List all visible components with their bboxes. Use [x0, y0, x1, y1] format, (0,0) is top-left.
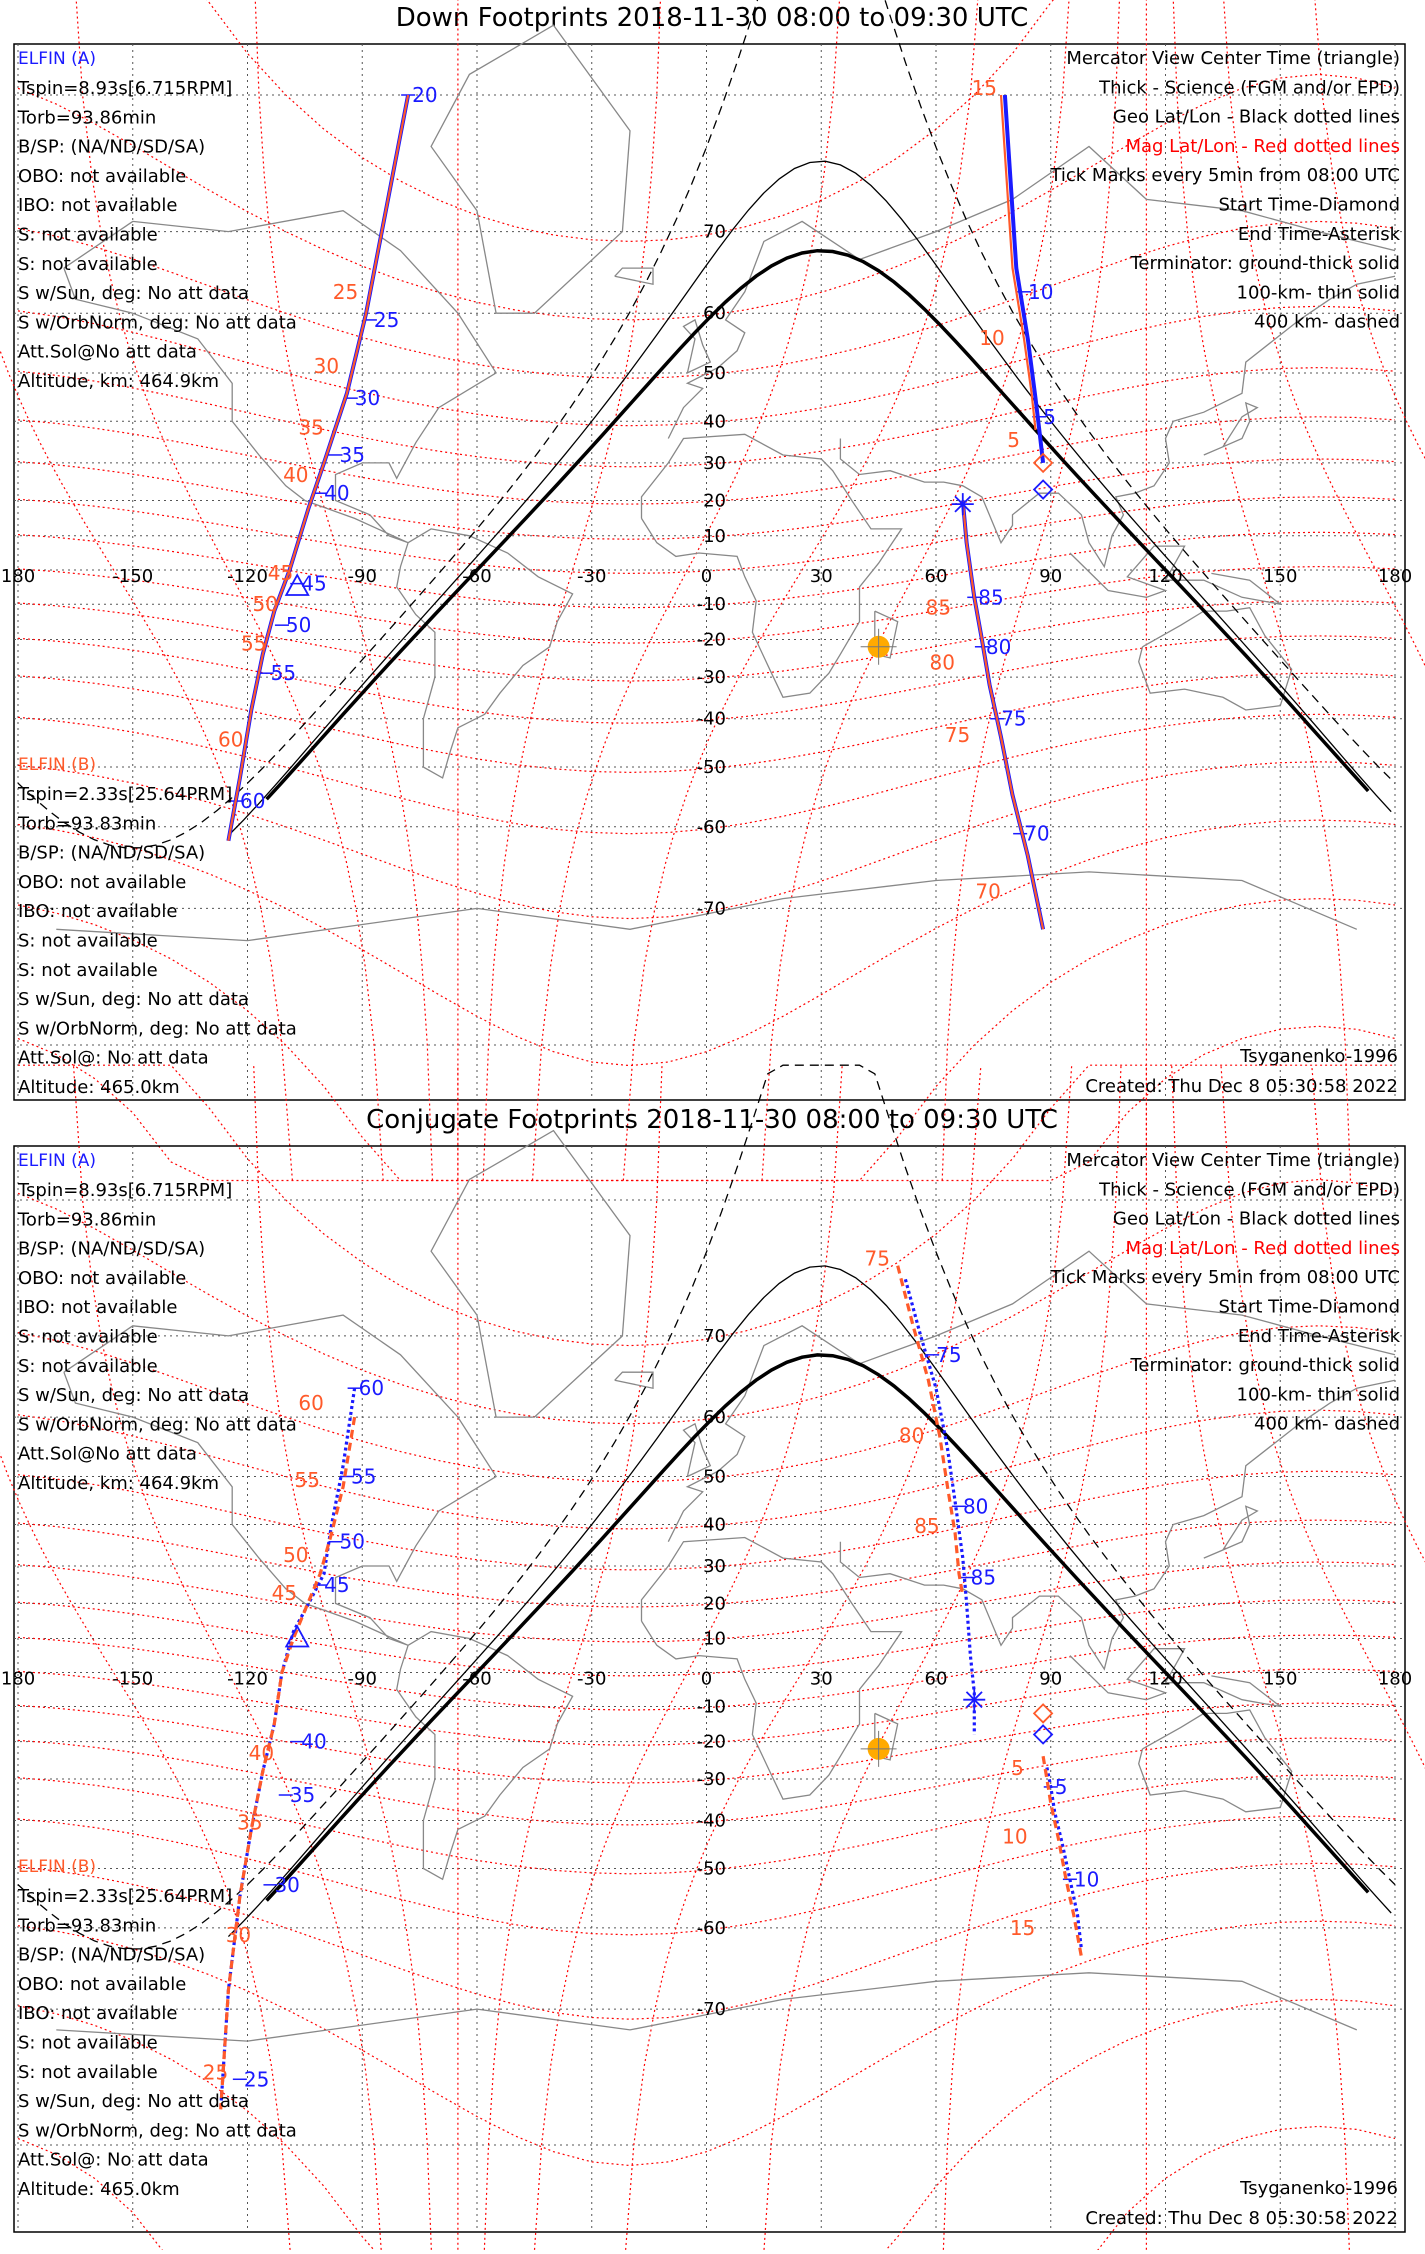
elfin-b-tick-label: 80	[898, 1423, 925, 1448]
lon-tick-label: -90	[347, 1668, 377, 1690]
elfin-a-tick-label: 80	[962, 1494, 989, 1519]
elfin-a-heading: ELFIN (A)	[18, 49, 97, 69]
elfin-a-tick-label: 45	[301, 571, 327, 596]
elfin-b-tick-label: 85	[914, 1514, 940, 1539]
elfin-a-info-line: Att.Sol@No att data	[18, 341, 197, 363]
lon-tick-label: -120	[227, 566, 268, 587]
legend-line: Start Time-Diamond	[1218, 1296, 1400, 1318]
elfin-b-info-line: B/SP: (NA/ND/SD/SA)	[18, 1944, 206, 1966]
elfin-a-tick-label: 50	[285, 613, 312, 638]
elfin-b-tick-label: 55	[294, 1467, 320, 1492]
legend-line: 400 km- dashed	[1254, 1413, 1400, 1435]
elfin-b-info-line: S: not available	[18, 2061, 158, 2083]
elfin-b-info-line: OBO: not available	[18, 871, 187, 893]
created-timestamp: Created: Thu Dec 8 05:30:58 2022	[1085, 2208, 1398, 2229]
elfin-b-info-line: S w/OrbNorm, deg: No att data	[18, 1018, 297, 1040]
elfin-b-tick-label: 80	[929, 650, 955, 675]
lon-tick-label: -90	[347, 566, 377, 587]
elfin-b-tick-label: 50	[283, 1543, 309, 1568]
lat-tick-label: 10	[703, 1628, 726, 1650]
elfin-a-info-line: B/SP: (NA/ND/SD/SA)	[18, 136, 206, 158]
elfin-b-tick-label: 30	[313, 353, 340, 378]
elfin-a-tick-label: 75	[1001, 706, 1027, 731]
model-credit: Tsyganenko-1996	[1240, 2178, 1398, 2199]
elfin-b-info-line: OBO: not available	[18, 1973, 187, 1995]
model-credit: Tsyganenko-1996	[1240, 1046, 1398, 1067]
elfin-a-tick-label: 5	[1043, 404, 1057, 429]
lon-tick-label: 120	[1148, 1668, 1183, 1690]
lon-tick-label: -30	[577, 566, 607, 587]
lat-tick-label: -20	[696, 1731, 726, 1753]
elfin-b-info-line: S: not available	[18, 959, 158, 981]
elfin-a-tick-label: 80	[985, 634, 1012, 659]
lat-tick-label: 10	[703, 525, 726, 547]
elfin-a-info-line: IBO: not available	[18, 1297, 178, 1319]
elfin-a-tick-label: 10	[1073, 1867, 1100, 1892]
lat-tick-label: -20	[696, 629, 726, 651]
lon-tick-label: 0	[700, 566, 713, 587]
elfin-b-tick-label: 35	[237, 1810, 263, 1835]
elfin-b-tick-label: 25	[332, 280, 359, 305]
elfin-a-tick-label: 40	[324, 481, 350, 506]
elfin-b-info-line: IBO: not available	[18, 901, 178, 923]
elfin-b-tick-label: 30	[225, 1922, 252, 1947]
lon-tick-label: -120	[227, 1668, 268, 1690]
lat-tick-label: 70	[703, 1325, 726, 1347]
end-asterisk-icon	[963, 1689, 985, 1711]
legend-line: Geo Lat/Lon - Black dotted lines	[1112, 106, 1400, 128]
elfin-a-tick-label: 85	[970, 1565, 997, 1590]
elfin-b-tick-label: 5	[1007, 427, 1020, 452]
elfin-b-tick-label: 45	[271, 1580, 298, 1605]
elfin-a-tick-label: 55	[350, 1464, 377, 1489]
lat-tick-label: -40	[696, 1810, 726, 1832]
legend-line: Tick Marks every 5min from 08:00 UTC	[1050, 1267, 1400, 1289]
elfin-b-info-line: S: not available	[18, 2032, 158, 2054]
end-asterisk-icon	[952, 493, 974, 515]
lat-tick-label: -40	[696, 708, 726, 730]
elfin-b-tick-label: 10	[979, 325, 1005, 350]
elfin-b-tick-label: 45	[267, 561, 294, 586]
legend-line: End Time-Asterisk	[1237, 1325, 1400, 1347]
elfin-a-tick-label: 35	[289, 1783, 316, 1808]
elfin-a-info-line: OBO: not available	[18, 1267, 187, 1289]
legend-line: Start Time-Diamond	[1218, 194, 1400, 216]
lat-tick-label: 40	[703, 411, 726, 433]
lon-tick-label: 60	[924, 1668, 948, 1690]
lat-tick-label: 30	[703, 1555, 726, 1577]
elfin-b-info-line: Tspin=2.33s[25.64PRM]	[18, 784, 233, 805]
lon-tick-label: -30	[577, 1668, 607, 1690]
elfin-b-tick-label: 75	[864, 1246, 890, 1271]
lon-tick-label: 150	[1263, 566, 1298, 587]
elfin-a-info-line: S w/Sun, deg: No att data	[18, 283, 249, 305]
elfin-a-info-line: S w/OrbNorm, deg: No att data	[18, 1414, 297, 1436]
lon-tick-label: 90	[1039, 566, 1063, 587]
elfin-b-tick-label: 60	[298, 1391, 324, 1416]
elfin-a-info-line: S: not available	[18, 1355, 158, 1377]
elfin-a-tick-label: 45	[324, 1573, 350, 1598]
lon-tick-label: 60	[924, 566, 948, 587]
legend-line: 400 km- dashed	[1254, 311, 1400, 333]
created-timestamp: Created: Thu Dec 8 05:30:58 2022	[1085, 1076, 1398, 1097]
lat-tick-label: -60	[696, 1917, 726, 1939]
elfin-b-info-line: Torb=93.83min	[18, 813, 157, 835]
elfin-a-info-line: S w/Sun, deg: No att data	[18, 1385, 249, 1407]
elfin-a-tick-label: 70	[1024, 821, 1050, 846]
lat-tick-label: 60	[703, 303, 726, 325]
elfin-a-tick-label: 55	[270, 661, 297, 686]
lat-tick-label: -30	[696, 1769, 726, 1791]
legend-line: Tick Marks every 5min from 08:00 UTC	[1050, 165, 1400, 187]
lon-tick-label: -150	[112, 566, 154, 587]
elfin-a-heading: ELFIN (A)	[18, 1151, 97, 1171]
lon-tick-label: -60	[462, 1668, 492, 1690]
lon-tick-label: 0	[700, 1668, 713, 1690]
elfin-a-info-line: S: not available	[18, 1326, 158, 1348]
elfin-b-info-line: S w/OrbNorm, deg: No att data	[18, 2120, 297, 2142]
elfin-b-info-line: Att.Sol@: No att data	[18, 1047, 209, 1069]
elfin-a-info-line: Altitude, km: 464.9km	[18, 371, 220, 392]
lon-tick-label: 90	[1039, 1668, 1063, 1690]
legend-line: Geo Lat/Lon - Black dotted lines	[1112, 1208, 1400, 1230]
lon-tick-label: 30	[809, 566, 833, 587]
elfin-a-info-line: Torb=93.86min	[18, 107, 157, 129]
elfin-a-info-line: S w/OrbNorm, deg: No att data	[18, 312, 297, 334]
legend-line: 100-km- thin solid	[1236, 282, 1400, 304]
legend-line: End Time-Asterisk	[1237, 223, 1400, 245]
lat-tick-label: -70	[696, 898, 726, 920]
legend-line: Thick - Science (FGM and/or EPD)	[1099, 77, 1400, 99]
elfin-b-tick-label: 15	[1009, 1915, 1036, 1940]
elfin-b-tick-label: 55	[240, 631, 267, 656]
elfin-b-info-line: S: not available	[18, 930, 158, 952]
elfin-a-tick-label: 40	[301, 1729, 327, 1754]
legend-line: 100-km- thin solid	[1236, 1384, 1400, 1406]
lat-tick-label: -70	[696, 1999, 726, 2021]
lat-tick-label: 20	[703, 490, 726, 512]
lon-tick-label: 180	[0, 566, 36, 587]
lat-tick-label: -10	[696, 1696, 726, 1718]
elfin-b-tick-label: 5	[1011, 1756, 1024, 1781]
elfin-b-tick-label: 60	[218, 727, 244, 752]
lat-tick-label: 70	[703, 221, 726, 243]
elfin-a-tick-label: 25	[373, 307, 400, 332]
elfin-b-heading: ELFIN (B)	[18, 1857, 97, 1877]
panel-title: Down Footprints 2018-11-30 08:00 to 09:30 UTC	[395, 3, 1029, 33]
elfin-b-info-line: Torb=93.83min	[18, 1915, 157, 1937]
legend-line: Terminator: ground-thick solid	[1130, 1355, 1400, 1377]
elfin-a-tick-label: 60	[358, 1376, 385, 1401]
elfin-a-info-line: Tspin=8.93s[6.715RPM]	[18, 1180, 233, 1201]
elfin-b-info-line: IBO: not available	[18, 2003, 178, 2025]
elfin-a-info-line: IBO: not available	[18, 195, 178, 217]
elfin-a-tick-label: 10	[1027, 279, 1054, 304]
elfin-a-info-line: S: not available	[18, 253, 158, 275]
elfin-a-tick-label: 85	[978, 585, 1004, 610]
elfin-a-tick-label: 60	[240, 789, 266, 814]
elfin-b-tick-label: 40	[283, 463, 309, 488]
elfin-a-info-line: S: not available	[18, 224, 158, 246]
elfin-a-tick-label: 35	[339, 442, 365, 467]
lat-tick-label: -50	[696, 1858, 726, 1880]
elfin-b-tick-label: 10	[1002, 1824, 1028, 1849]
panel-title: Conjugate Footprints 2018-11-30 08:00 to 09:30 UTC	[366, 1105, 1058, 1135]
lon-tick-label: 180	[1377, 1668, 1413, 1690]
elfin-b-tick-label: 85	[925, 595, 952, 620]
lon-tick-label: 150	[1263, 1668, 1298, 1690]
elfin-a-info-line: OBO: not available	[18, 165, 187, 187]
elfin-b-tick-label: 35	[298, 415, 324, 440]
elfin-a-tick-label: 25	[243, 2067, 270, 2092]
lon-tick-label: 30	[809, 1668, 833, 1690]
elfin-b-info-line: Altitude: 465.0km	[18, 1077, 180, 1098]
elfin-a-info-line: Att.Sol@No att data	[18, 1443, 197, 1465]
elfin-b-info-line: S w/Sun, deg: No att data	[18, 2091, 249, 2113]
legend-line: Mercator View Center Time (triangle)	[1066, 48, 1400, 69]
elfin-a-info-line: Altitude, km: 464.9km	[18, 1473, 220, 1494]
elfin-b-info-line: Tspin=2.33s[25.64PRM]	[18, 1886, 233, 1907]
lat-tick-label: 60	[703, 1407, 726, 1429]
lat-tick-label: -60	[696, 816, 726, 838]
elfin-b-tick-label: 15	[971, 76, 998, 100]
legend-line: Mag Lat/Lon - Red dotted lines	[1125, 1237, 1400, 1259]
lat-tick-label: -50	[696, 757, 726, 779]
lat-tick-label: 50	[703, 362, 726, 384]
lon-tick-label: 120	[1148, 566, 1183, 587]
elfin-b-tick-label: 75	[944, 722, 971, 747]
elfin-a-info-line: Tspin=8.93s[6.715RPM]	[18, 78, 233, 99]
elfin-b-tick-label: 50	[252, 592, 278, 617]
elfin-a-info-line: Torb=93.86min	[18, 1209, 157, 1231]
lat-tick-label: 40	[703, 1514, 726, 1536]
lon-tick-label: 180	[0, 1668, 36, 1690]
lon-tick-label: -60	[462, 566, 492, 587]
elfin-b-tick-label: 25	[202, 2060, 229, 2085]
elfin-a-tick-label: 5	[1054, 1774, 1068, 1799]
lat-tick-label: 20	[703, 1593, 726, 1615]
elfin-a-tick-label: 50	[339, 1529, 365, 1554]
elfin-a-tick-label: 20	[412, 83, 438, 107]
elfin-a-tick-label: 75	[936, 1342, 962, 1367]
elfin-b-info-line: Altitude: 465.0km	[18, 2179, 180, 2200]
lat-tick-label: -30	[696, 667, 726, 689]
elfin-a-tick-label: 30	[354, 386, 381, 411]
lon-tick-label: 180	[1377, 566, 1413, 587]
lat-tick-label: 50	[703, 1466, 726, 1488]
elfin-b-heading: ELFIN (B)	[18, 755, 97, 775]
legend-line: Mercator View Center Time (triangle)	[1066, 1150, 1400, 1171]
legend-line: Mag Lat/Lon - Red dotted lines	[1125, 135, 1400, 157]
elfin-b-tick-label: 70	[975, 879, 1001, 904]
elfin-b-tick-label: 40	[248, 1740, 275, 1765]
legend-line: Terminator: ground-thick solid	[1130, 253, 1400, 275]
legend-line: Thick - Science (FGM and/or EPD)	[1099, 1179, 1400, 1201]
lon-tick-label: -150	[112, 1668, 154, 1690]
elfin-b-info-line: Att.Sol@: No att data	[18, 2149, 209, 2171]
elfin-b-info-line: S w/Sun, deg: No att data	[18, 989, 249, 1011]
elfin-b-info-line: B/SP: (NA/ND/SD/SA)	[18, 842, 206, 864]
lat-tick-label: 30	[703, 452, 726, 474]
lat-tick-label: -10	[696, 594, 726, 616]
elfin-a-info-line: B/SP: (NA/ND/SD/SA)	[18, 1238, 206, 1260]
elfin-a-tick-label: 30	[274, 1872, 300, 1897]
